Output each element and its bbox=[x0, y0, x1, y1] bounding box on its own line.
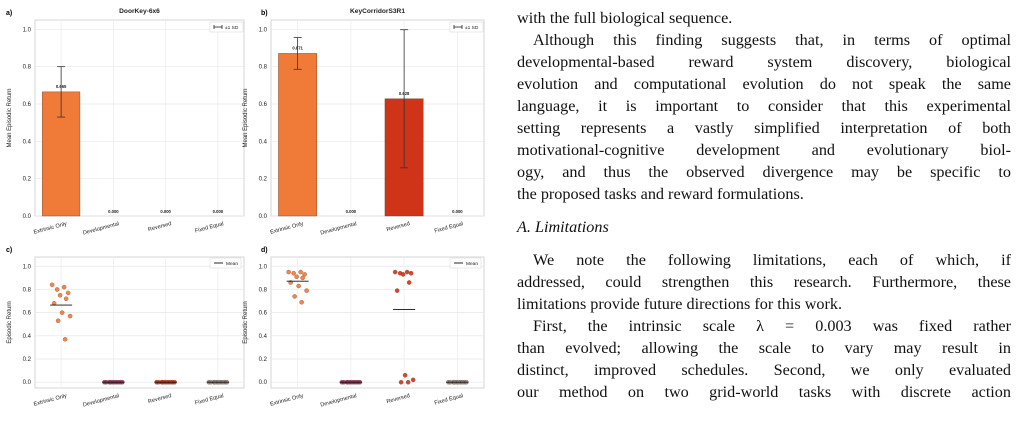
figure-canvas bbox=[0, 0, 505, 433]
data-point bbox=[292, 271, 296, 275]
y-axis-label: Mean Episodic Return bbox=[7, 88, 13, 148]
y-tick-label: 0.4 bbox=[22, 139, 31, 146]
y-tick-label: 0.0 bbox=[22, 380, 31, 387]
legend-label: Mean bbox=[226, 262, 238, 267]
data-point bbox=[62, 285, 66, 289]
data-point bbox=[297, 284, 301, 288]
x-tick-label: Developmental bbox=[319, 221, 358, 237]
panel-label: c) bbox=[6, 247, 13, 254]
paper-line: Although this finding suggests that, in terms of optimal bbox=[533, 31, 1011, 49]
data-point bbox=[300, 300, 304, 304]
data-point bbox=[55, 287, 59, 291]
x-tick-label: Extrinsic Only bbox=[33, 393, 68, 408]
data-point bbox=[393, 270, 397, 274]
paper-line: than evolved; allowing the scale to vary may result in bbox=[517, 339, 1011, 357]
panel-label: a) bbox=[6, 10, 13, 17]
x-tick-label: Fixed Equal bbox=[194, 393, 225, 407]
paper-line: distinct, improved schedules. Second, we only evaluated bbox=[517, 361, 1011, 379]
results-figure bbox=[0, 0, 505, 433]
data-point bbox=[405, 270, 409, 274]
data-point bbox=[293, 294, 297, 298]
x-tick-label: Fixed Equal bbox=[194, 221, 225, 235]
data-label: 0.000 bbox=[452, 209, 463, 214]
data-point bbox=[399, 380, 403, 384]
y-axis-label: Episodic Return bbox=[243, 301, 249, 344]
y-tick-label: 0.2 bbox=[22, 357, 31, 364]
plot-area bbox=[35, 257, 244, 388]
x-tick-label: Developmental bbox=[82, 393, 120, 409]
section-heading: A. Limitations bbox=[517, 218, 609, 236]
y-tick-label: 1.0 bbox=[258, 264, 267, 271]
y-tick-label: 0.8 bbox=[22, 287, 31, 294]
paper-line: our method on two grid-world tasks with discrete action bbox=[517, 383, 1011, 401]
data-point bbox=[401, 272, 405, 276]
legend-label: ±1 SD bbox=[225, 26, 239, 31]
data-point bbox=[287, 270, 291, 274]
y-tick-label: 0.2 bbox=[258, 357, 267, 364]
y-tick-label: 0.4 bbox=[258, 333, 267, 340]
data-label: 0.000 bbox=[108, 209, 119, 214]
data-point bbox=[58, 293, 62, 297]
y-tick-label: 1.0 bbox=[258, 27, 267, 34]
data-point bbox=[409, 271, 413, 275]
data-point bbox=[60, 311, 64, 315]
y-tick-label: 0.6 bbox=[258, 102, 267, 108]
data-point bbox=[395, 289, 399, 293]
data-label: 0.665 bbox=[55, 83, 67, 89]
panel-title: DoorKey-6x6 bbox=[119, 8, 160, 15]
y-tick-label: 0.6 bbox=[258, 310, 267, 317]
bar bbox=[278, 53, 316, 216]
paper-line: with the full biological sequence. bbox=[517, 9, 733, 27]
y-tick-label: 0.8 bbox=[258, 287, 267, 294]
x-tick-label: Extrinsic Only bbox=[269, 221, 305, 236]
data-label: 0.871 bbox=[292, 45, 303, 51]
x-tick-label: Reversed bbox=[147, 393, 173, 406]
y-tick-label: 0.6 bbox=[22, 102, 31, 108]
paper-line: ogy, and thus the observed divergence may be specific to bbox=[517, 163, 1011, 181]
data-point bbox=[411, 378, 415, 382]
paper-text-column bbox=[517, 0, 1011, 433]
x-tick-label: Reversed bbox=[385, 393, 411, 406]
y-tick-label: 0.2 bbox=[22, 176, 31, 183]
x-tick-label: Extrinsic Only bbox=[33, 221, 68, 236]
x-tick-label: Developmental bbox=[319, 393, 358, 409]
y-axis-label: Mean Episodic Return bbox=[243, 88, 249, 148]
legend-label: Mean bbox=[466, 262, 478, 267]
data-point bbox=[63, 337, 67, 341]
y-tick-label: 0.6 bbox=[22, 310, 31, 317]
x-tick-label: Extrinsic Only bbox=[269, 393, 305, 408]
x-tick-label: Fixed Equal bbox=[433, 393, 464, 407]
paper-line: limitations provide future directions for this work. bbox=[517, 295, 843, 313]
y-axis-label: Episodic Return bbox=[7, 301, 13, 344]
y-tick-label: 0.4 bbox=[258, 139, 267, 146]
y-tick-label: 0.0 bbox=[22, 214, 31, 220]
data-point bbox=[295, 275, 299, 279]
data-point bbox=[406, 380, 410, 384]
data-point bbox=[299, 270, 303, 274]
data-point bbox=[64, 297, 68, 301]
paper-line: addressed, could strengthen this research. Furthermore, these bbox=[517, 273, 1011, 291]
paper-line: We note the following limitations, each of which, if bbox=[533, 251, 1011, 269]
y-tick-label: 1.0 bbox=[22, 264, 31, 271]
data-point bbox=[305, 289, 309, 293]
y-tick-label: 0.8 bbox=[258, 64, 267, 71]
paper-line: the proposed tasks and reward formulations. bbox=[517, 185, 804, 203]
data-label: 0.000 bbox=[345, 209, 357, 214]
legend-label: ±1 SD bbox=[465, 26, 479, 31]
y-tick-label: 0.8 bbox=[22, 64, 31, 71]
panel-label: d) bbox=[261, 247, 268, 254]
x-tick-label: Fixed Equal bbox=[433, 221, 464, 235]
data-point bbox=[66, 291, 70, 295]
data-label: 0.000 bbox=[160, 209, 171, 214]
data-point bbox=[407, 280, 411, 284]
paper-line: evolution and computational evolution do not speak the same bbox=[517, 75, 1011, 93]
data-point bbox=[301, 276, 305, 280]
panel-label: b) bbox=[261, 10, 268, 17]
paper-line: motivational-cognitive development and evolutionary biol- bbox=[517, 141, 1011, 159]
data-point bbox=[68, 314, 72, 318]
panel-title: KeyCorridorS3R1 bbox=[350, 8, 405, 15]
paper-line: language, it is important to consider that this experimental bbox=[517, 97, 1011, 115]
x-tick-label: Developmental bbox=[82, 221, 120, 237]
paper-line: developmental-based reward system discovery, biological bbox=[517, 53, 1011, 71]
y-tick-label: 0.2 bbox=[258, 176, 267, 183]
data-point bbox=[50, 283, 54, 287]
x-tick-label: Reversed bbox=[147, 221, 173, 234]
paper-line: First, the intrinsic scale λ = 0.003 was fixed rather bbox=[533, 317, 1011, 335]
x-tick-label: Reversed bbox=[385, 221, 411, 234]
paper-line: setting represents a vastly simplified interpretation of both bbox=[517, 119, 1011, 137]
data-label: 0.000 bbox=[212, 209, 224, 214]
data-point bbox=[56, 319, 60, 323]
y-tick-label: 0.0 bbox=[258, 214, 267, 220]
data-point bbox=[403, 373, 407, 377]
y-tick-label: 0.0 bbox=[258, 380, 267, 387]
y-tick-label: 0.4 bbox=[22, 333, 31, 340]
y-tick-label: 1.0 bbox=[22, 27, 31, 34]
data-label: 0.628 bbox=[398, 90, 410, 96]
